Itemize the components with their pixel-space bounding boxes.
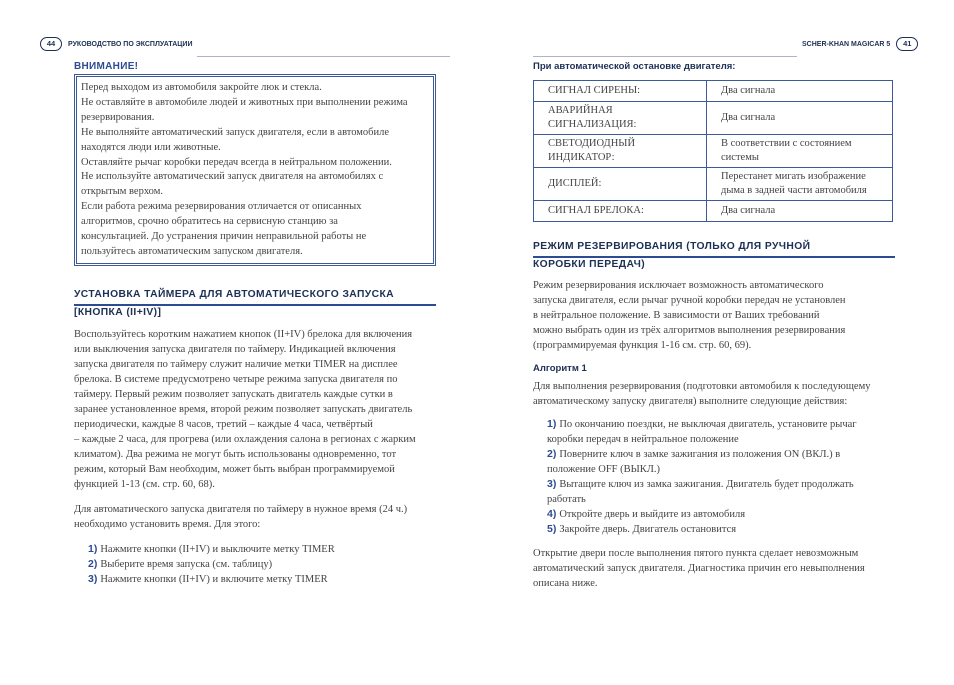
left-header-rule — [197, 56, 450, 57]
warning-title: ВНИМАНИЕ! — [74, 61, 139, 72]
warning-box — [74, 74, 436, 266]
list-item: 1) Нажмите кнопки (II+IV) и выключите метку TIMER — [88, 542, 335, 555]
list-item: 4) Откройте дверь и выйдите из автомобиля — [547, 508, 746, 520]
timer-heading — [74, 288, 436, 320]
list-item: 3) Вытащите ключ из замка зажигания. Двигатель будет продолжать работать — [547, 478, 854, 505]
table-row: СИГНАЛ СИРЕНЫ: Два сигнала — [534, 81, 893, 102]
warning-line: Оставляйте рычаг коробки передач всегда в нейтральном положении. — [81, 156, 392, 168]
auto-stop-title: При автоматической остановке двигателя: — [533, 61, 736, 72]
list-item: 2) Поверните ключ в замке зажигания из положения ON (ВКЛ.) в положение OFF (ВЫКЛ.) — [547, 448, 841, 475]
reserve-paragraph — [533, 278, 895, 353]
text-line: автоматический запуск двигателя. Диагностика причин его невыполнения — [533, 563, 865, 574]
reserve-final-paragraph — [533, 546, 895, 591]
reserve-heading — [533, 240, 895, 272]
text-line: периодически, каждые 8 часов, третий – каждые 4 часа, четвёртый — [74, 418, 373, 430]
reserve-heading-line1: РЕЖИМ РЕЗЕРВИРОВАНИЯ (ТОЛЬКО ДЛЯ РУЧНОЙ — [533, 241, 811, 252]
warning-line: Если работа режима резервирования отличается от описанных — [81, 201, 362, 213]
timer-steps — [74, 542, 436, 587]
algorithm-steps — [533, 417, 895, 537]
warning-line: открытым верхом. — [81, 186, 163, 198]
text-line: режим, который Вам необходим, может быть выбран программируемой — [74, 463, 395, 475]
timer-heading-line1: УСТАНОВКА ТАЙМЕРА ДЛЯ АВТОМАТИЧЕСКОГО ЗАПУСКА — [74, 288, 394, 300]
table-row: СВЕТОДИОДНЫЙ ИНДИКАТОР: В соответствии с состоянием системы — [534, 135, 893, 168]
text-line: запуска двигателя, если рычаг ручной коробки передач не установлен — [533, 295, 846, 306]
warning-line: находятся люди или животные. — [81, 141, 221, 153]
warning-line: алгоритмов, срочно обратитесь на сервисную станцию за — [81, 216, 338, 228]
algorithm-intro — [533, 379, 895, 409]
text-line: Режим резервирования исключает возможность автоматического — [533, 280, 824, 291]
list-item: 2) Выберите время запуска (см. таблицу) — [88, 557, 273, 570]
text-line: Для выполнения резервирования (подготовки автомобиля к последующему — [533, 381, 871, 392]
auto-stop-table — [533, 80, 893, 222]
list-item: 5) Закройте дверь. Двигатель остановится — [547, 523, 737, 535]
warning-text — [81, 81, 427, 260]
text-line: запуска двигателя по таймеру служит наличие метки TIMER на дисплее — [74, 358, 398, 370]
warning-line: Не оставляйте в автомобиле людей и животных при выполнении режима — [81, 96, 408, 108]
text-line: Открытие двери после выполнения пятого пункта сделает невозможным — [533, 548, 859, 559]
text-line: Воспользуйтесь коротким нажатием кнопок (II+IV) брелока для включения — [74, 328, 413, 340]
timer-paragraph-2 — [74, 502, 436, 532]
warning-line: консультацией. До устранения причин неправильной работы не — [81, 231, 367, 243]
timer-paragraph-1 — [74, 327, 436, 492]
text-line: заранее установленное время, второй режим позволяет запускать двигатель — [74, 403, 413, 415]
reserve-heading-line2: КОРОБКИ ПЕРЕДАЧ) — [533, 259, 646, 270]
right-column — [533, 61, 895, 591]
algorithm-1-title: Алгоритм 1 — [533, 363, 587, 374]
text-line: Для автоматического запуска двигателя по таймеру в нужное время (24 ч.) — [74, 503, 408, 515]
left-header-title: РУКОВОДСТВО ПО ЭКСПЛУАТАЦИИ — [68, 40, 193, 48]
text-line: в нейтральное положение. В зависимости от Ваших требований — [533, 310, 820, 321]
timer-section — [74, 288, 436, 587]
text-line: климатом). Два режима не могут быть использованы одновременно, тот — [74, 448, 397, 460]
text-line: необходимо установить время. Для этого: — [74, 518, 261, 530]
text-line: (программируемая функция 1-16 см. стр. 60, 69). — [533, 340, 752, 351]
list-item: 3) Нажмите кнопки (II+IV) и включите метку TIMER — [88, 572, 328, 585]
warning-line: Перед выходом из автомобиля закройте люк и стекла. — [81, 82, 322, 93]
text-line: автоматическому запуску двигателя) выполните следующие действия: — [533, 396, 848, 407]
table-row: СИГНАЛ БРЕЛОКА: Два сигнала — [534, 201, 893, 222]
warning-line: резервирования. — [81, 111, 155, 123]
left-column — [74, 61, 436, 587]
left-page-number: 44 — [40, 37, 62, 51]
text-line: функцией 1-13 (см. стр. 60, 68). — [74, 478, 215, 490]
right-page-number: 41 — [896, 37, 918, 51]
warning-line: пользуйтесь автоматическим запуском двигателя. — [81, 245, 303, 257]
reserve-section — [533, 240, 895, 591]
text-line: можно выбрать один из трёх алгоритмов выполнения резервирования — [533, 325, 846, 336]
timer-heading-line2: [КНОПКА (II+IV)] — [74, 306, 162, 318]
table-row: АВАРИЙНАЯ СИГНАЛИЗАЦИЯ: Два сигнала — [534, 102, 893, 135]
warning-line: Не выполняйте автоматический запуск двигателя, если в автомобиле — [81, 126, 390, 138]
text-line: брелока. В системе предусмотрено четыре режима запуска двигателя по — [74, 373, 398, 385]
text-line: таймеру. Первый режим позволяет запускать двигатель каждые сутки в — [74, 388, 393, 400]
warning-line: Не используйте автоматический запуск двигателя на автомобилях с — [81, 171, 384, 183]
list-item: 1) По окончанию поездки, не выключая двигатель, установите рычаг коробки передач в нейтральное положение — [547, 418, 857, 445]
text-line: или выключения запуска двигателя по таймеру. Индикацией включения — [74, 343, 396, 355]
right-header-rule — [533, 56, 797, 57]
text-line: описана ниже. — [533, 578, 598, 589]
table-row: ДИСПЛЕЙ: Перестанет мигать изображение дыма в задней части автомобиля — [534, 168, 893, 201]
left-page-header — [40, 36, 192, 52]
text-line: – каждые 2 часа, для прогрева (или охлаждения салона в регионах с жарким — [74, 433, 416, 445]
right-page-header — [802, 36, 918, 52]
right-header-title: SCHER-KHAN MAGICAR 5 — [802, 40, 891, 48]
